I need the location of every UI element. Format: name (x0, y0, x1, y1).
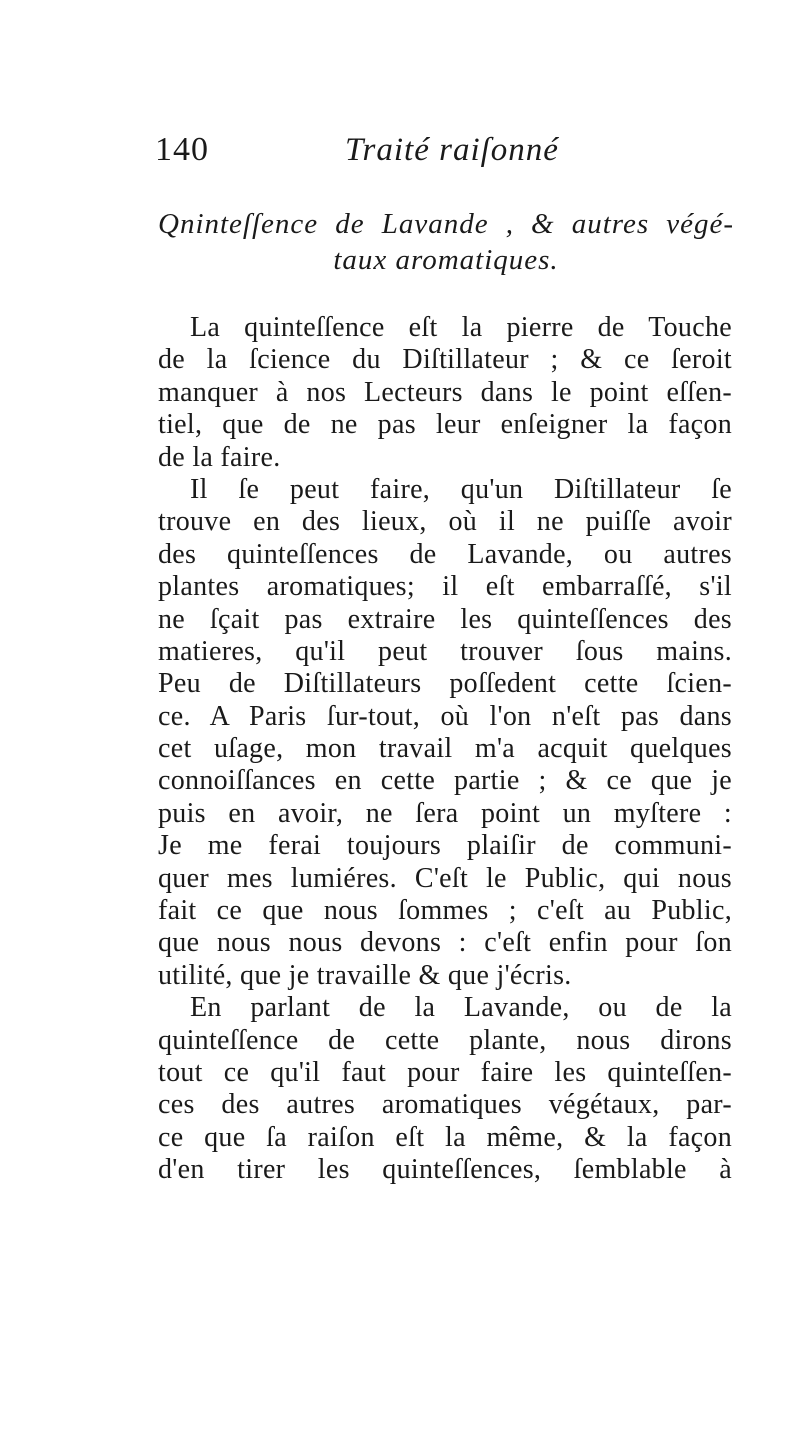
text-line: de la faire. (158, 441, 281, 473)
body-text (158, 312, 732, 1187)
text-line: connoiſſances en cette partie ; & ce que je (158, 765, 732, 797)
text-line: matieres, qu'il peut trouver ſous mains. (158, 635, 732, 667)
text-line: Il ſe peut faire, qu'un Diſtillateur ſe (190, 473, 732, 505)
section-heading (158, 206, 734, 278)
text-line: ce que ſa raiſon eſt la même, & la façon (158, 1121, 732, 1153)
text-line: Je me ferai toujours plaiſir de communi- (158, 830, 732, 862)
text-line: cet uſage, mon travail m'a acquit quelques (158, 733, 732, 765)
text-line: de la ſcience du Diſtillateur ; & ce ſeroit (158, 344, 732, 376)
section-heading-line: taux aromatiques. (333, 244, 559, 276)
running-title: Traité raiſonné (345, 132, 559, 168)
text-line: d'en tirer les quinteſſences, ſemblable à (158, 1154, 732, 1186)
text-line: puis en avoir, ne ſera point un myſtere : (158, 797, 732, 829)
text-line: trouve en des lieux, où il ne puiſſe avoir (158, 506, 732, 538)
text-line: tout ce qu'il faut pour faire les quinteſſen- (158, 1056, 732, 1088)
text-line: manquer à nos Lecteurs dans le point eſſen- (158, 376, 732, 408)
text-line: En parlant de la Lavande, ou de la (190, 992, 732, 1024)
text-line: Peu de Diſtillateurs poſſedent cette ſcien- (158, 668, 732, 700)
running-head (155, 128, 730, 172)
text-line: que nous nous devons : c'eſt enfin pour ſon (158, 927, 732, 959)
text-line: ne ſçait pas extraire les quinteſſences des (158, 603, 732, 635)
text-line: utilité, que je travaille & que j'écris. (158, 959, 572, 991)
text-line: plantes aromatiques; il eſt embarraſſé, s'il (158, 571, 732, 603)
section-heading-line: Qninteſſence de Lavande , & autres végé- (158, 208, 734, 240)
text-line: quer mes lumiéres. C'eſt le Public, qui nous (158, 862, 732, 894)
text-line: ce. A Paris ſur-tout, où l'on n'eſt pas dans (158, 700, 732, 732)
text-line: ces des autres aromatiques végétaux, par- (158, 1089, 732, 1121)
text-line: quinteſſence de cette plante, nous dirons (158, 1024, 732, 1056)
text-line: La quinteſſence eſt la pierre de Touche (190, 312, 732, 343)
text-line: fait ce que nous ſommes ; c'eſt au Public, (158, 895, 732, 927)
text-line: tiel, que de ne pas leur enſeigner la façon (158, 409, 732, 441)
text-line: des quinteſſences de Lavande, ou autres (158, 538, 732, 570)
page-number: 140 (155, 131, 209, 168)
